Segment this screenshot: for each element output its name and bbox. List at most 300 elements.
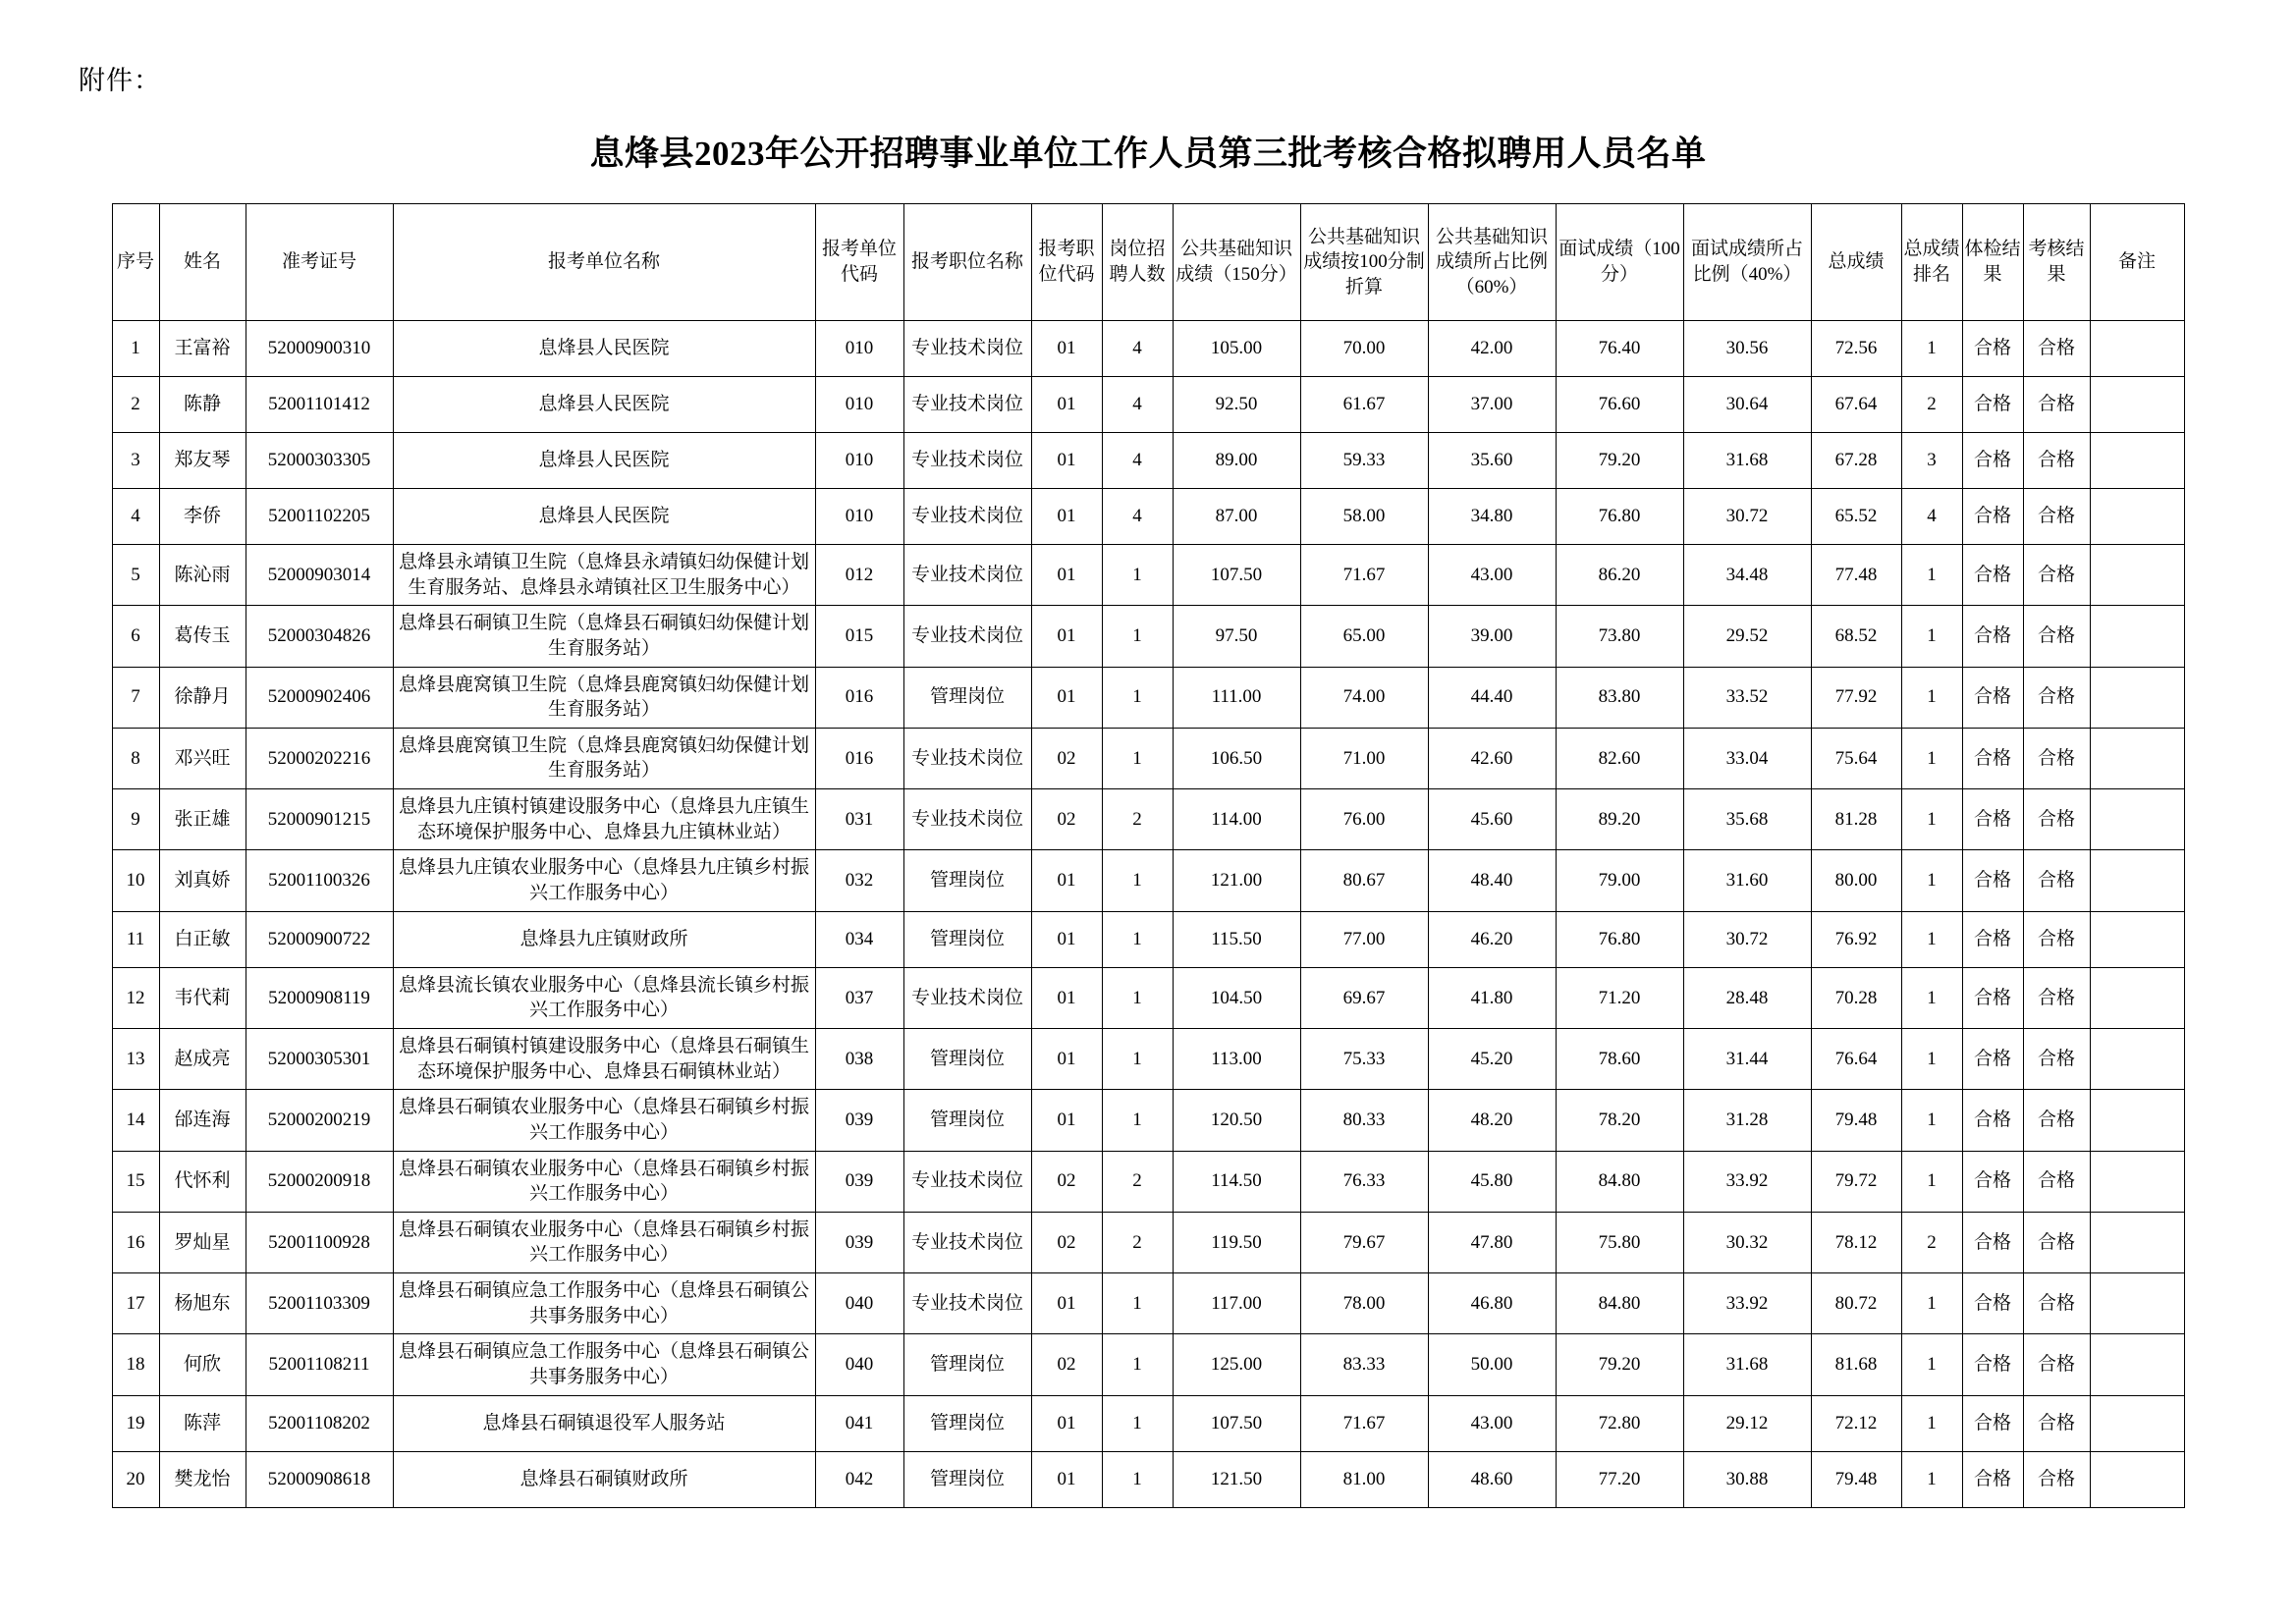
cell-public-60: 37.00 xyxy=(1428,377,1556,433)
cell-remark xyxy=(2090,911,2184,967)
cell-rank: 2 xyxy=(1901,377,1962,433)
cell-unit: 息烽县人民医院 xyxy=(393,321,815,377)
cell-rank: 1 xyxy=(1901,1334,1962,1395)
cell-remark xyxy=(2090,1028,2184,1089)
cell-unit: 息烽县人民医院 xyxy=(393,433,815,489)
cell-hire-count: 1 xyxy=(1102,967,1173,1028)
cell-public-score: 111.00 xyxy=(1173,667,1300,728)
cell-position-code: 01 xyxy=(1031,967,1102,1028)
cell-unit-code: 040 xyxy=(815,1273,903,1334)
cell-total: 75.64 xyxy=(1811,728,1901,788)
cell-interview-40: 29.52 xyxy=(1683,606,1811,667)
cell-position-name: 管理岗位 xyxy=(903,1395,1031,1451)
cell-position-code: 01 xyxy=(1031,433,1102,489)
cell-interview: 79.20 xyxy=(1556,1334,1683,1395)
cell-position-code: 02 xyxy=(1031,1212,1102,1272)
cell-public-score: 87.00 xyxy=(1173,489,1300,545)
cell-remark xyxy=(2090,1212,2184,1272)
cell-unit-code: 012 xyxy=(815,545,903,606)
cell-interview: 89.20 xyxy=(1556,789,1683,850)
cell-total: 77.48 xyxy=(1811,545,1901,606)
cell-public-score: 107.50 xyxy=(1173,1395,1300,1451)
cell-ticket: 52000304826 xyxy=(246,606,393,667)
cell-name: 刘真娇 xyxy=(159,850,246,911)
cell-public-score: 121.00 xyxy=(1173,850,1300,911)
cell-physical: 合格 xyxy=(1962,1151,2023,1212)
cell-physical: 合格 xyxy=(1962,1028,2023,1089)
table-row xyxy=(112,377,2184,433)
cell-position-name: 专业技术岗位 xyxy=(903,789,1031,850)
cell-interview: 77.20 xyxy=(1556,1451,1683,1507)
cell-position-name: 管理岗位 xyxy=(903,911,1031,967)
cell-seq: 13 xyxy=(112,1028,159,1089)
cell-public-100: 76.00 xyxy=(1300,789,1428,850)
cell-position-name: 专业技术岗位 xyxy=(903,545,1031,606)
cell-position-code: 01 xyxy=(1031,377,1102,433)
cell-position-name: 专业技术岗位 xyxy=(903,321,1031,377)
cell-position-code: 01 xyxy=(1031,606,1102,667)
cell-name: 赵成亮 xyxy=(159,1028,246,1089)
cell-physical: 合格 xyxy=(1962,1273,2023,1334)
cell-hire-count: 1 xyxy=(1102,1090,1173,1151)
cell-hire-count: 4 xyxy=(1102,321,1173,377)
cell-interview-40: 33.92 xyxy=(1683,1151,1811,1212)
cell-seq: 7 xyxy=(112,667,159,728)
cell-public-score: 121.50 xyxy=(1173,1451,1300,1507)
cell-ticket: 52001101412 xyxy=(246,377,393,433)
cell-rank: 1 xyxy=(1901,850,1962,911)
cell-public-100: 80.33 xyxy=(1300,1090,1428,1151)
cell-remark xyxy=(2090,489,2184,545)
cell-public-100: 83.33 xyxy=(1300,1334,1428,1395)
cell-public-100: 77.00 xyxy=(1300,911,1428,967)
cell-rank: 2 xyxy=(1901,1212,1962,1272)
cell-position-name: 专业技术岗位 xyxy=(903,728,1031,788)
cell-name: 陈沁雨 xyxy=(159,545,246,606)
cell-ticket: 52001108211 xyxy=(246,1334,393,1395)
header-public-60: 公共基础知识成绩所占比例（60%） xyxy=(1428,204,1556,321)
cell-name: 王富裕 xyxy=(159,321,246,377)
cell-remark xyxy=(2090,967,2184,1028)
cell-remark xyxy=(2090,850,2184,911)
header-public-score: 公共基础知识成绩（150分） xyxy=(1173,204,1300,321)
cell-interview-40: 33.52 xyxy=(1683,667,1811,728)
cell-unit: 息烽县石硐镇应急工作服务中心（息烽县石硐镇公共事务服务中心） xyxy=(393,1334,815,1395)
table-body xyxy=(112,321,2184,1508)
cell-unit: 息烽县九庄镇村镇建设服务中心（息烽县九庄镇生态环境保护服务中心、息烽县九庄镇林业站） xyxy=(393,789,815,850)
cell-interview: 71.20 xyxy=(1556,967,1683,1028)
cell-public-score: 89.00 xyxy=(1173,433,1300,489)
cell-interview: 79.20 xyxy=(1556,433,1683,489)
cell-unit: 息烽县人民医院 xyxy=(393,377,815,433)
cell-assessment: 合格 xyxy=(2023,1273,2090,1334)
cell-remark xyxy=(2090,667,2184,728)
cell-unit: 息烽县鹿窝镇卫生院（息烽县鹿窝镇妇幼保健计划生育服务站） xyxy=(393,667,815,728)
cell-seq: 12 xyxy=(112,967,159,1028)
table-header xyxy=(112,204,2184,321)
cell-unit-code: 031 xyxy=(815,789,903,850)
cell-position-name: 专业技术岗位 xyxy=(903,377,1031,433)
table-row xyxy=(112,789,2184,850)
cell-rank: 1 xyxy=(1901,545,1962,606)
cell-rank: 1 xyxy=(1901,1090,1962,1151)
cell-seq: 9 xyxy=(112,789,159,850)
table-row xyxy=(112,489,2184,545)
cell-remark xyxy=(2090,789,2184,850)
cell-public-score: 104.50 xyxy=(1173,967,1300,1028)
cell-assessment: 合格 xyxy=(2023,1212,2090,1272)
cell-interview: 84.80 xyxy=(1556,1151,1683,1212)
cell-unit-code: 040 xyxy=(815,1334,903,1395)
cell-public-60: 42.60 xyxy=(1428,728,1556,788)
cell-ticket: 52000200918 xyxy=(246,1151,393,1212)
cell-seq: 16 xyxy=(112,1212,159,1272)
cell-hire-count: 1 xyxy=(1102,545,1173,606)
cell-assessment: 合格 xyxy=(2023,321,2090,377)
cell-ticket: 52000902406 xyxy=(246,667,393,728)
cell-interview-40: 30.32 xyxy=(1683,1212,1811,1272)
cell-unit: 息烽县石硐镇村镇建设服务中心（息烽县石硐镇生态环境保护服务中心、息烽县石硐镇林业站） xyxy=(393,1028,815,1089)
cell-interview-40: 31.44 xyxy=(1683,1028,1811,1089)
cell-seq: 14 xyxy=(112,1090,159,1151)
cell-physical: 合格 xyxy=(1962,850,2023,911)
cell-public-60: 48.40 xyxy=(1428,850,1556,911)
cell-name: 郑友琴 xyxy=(159,433,246,489)
cell-remark xyxy=(2090,545,2184,606)
cell-interview-40: 33.92 xyxy=(1683,1273,1811,1334)
cell-public-100: 80.67 xyxy=(1300,850,1428,911)
table-row xyxy=(112,545,2184,606)
cell-interview-40: 30.64 xyxy=(1683,377,1811,433)
cell-seq: 17 xyxy=(112,1273,159,1334)
cell-unit-code: 015 xyxy=(815,606,903,667)
cell-hire-count: 1 xyxy=(1102,1451,1173,1507)
cell-public-100: 71.00 xyxy=(1300,728,1428,788)
cell-rank: 3 xyxy=(1901,433,1962,489)
cell-hire-count: 4 xyxy=(1102,433,1173,489)
cell-physical: 合格 xyxy=(1962,321,2023,377)
cell-name: 张正雄 xyxy=(159,789,246,850)
cell-hire-count: 1 xyxy=(1102,850,1173,911)
cell-seq: 6 xyxy=(112,606,159,667)
cell-seq: 2 xyxy=(112,377,159,433)
cell-total: 67.28 xyxy=(1811,433,1901,489)
cell-public-60: 50.00 xyxy=(1428,1334,1556,1395)
cell-unit: 息烽县九庄镇财政所 xyxy=(393,911,815,967)
cell-position-name: 管理岗位 xyxy=(903,1090,1031,1151)
cell-seq: 3 xyxy=(112,433,159,489)
cell-public-score: 106.50 xyxy=(1173,728,1300,788)
cell-physical: 合格 xyxy=(1962,1090,2023,1151)
cell-ticket: 52001108202 xyxy=(246,1395,393,1451)
cell-position-name: 管理岗位 xyxy=(903,1334,1031,1395)
cell-public-60: 42.00 xyxy=(1428,321,1556,377)
cell-name: 李侨 xyxy=(159,489,246,545)
cell-total: 72.12 xyxy=(1811,1395,1901,1451)
cell-ticket: 52001102205 xyxy=(246,489,393,545)
table-row xyxy=(112,967,2184,1028)
cell-total: 72.56 xyxy=(1811,321,1901,377)
cell-seq: 5 xyxy=(112,545,159,606)
cell-unit-code: 010 xyxy=(815,433,903,489)
cell-remark xyxy=(2090,1151,2184,1212)
cell-remark xyxy=(2090,321,2184,377)
cell-interview: 76.40 xyxy=(1556,321,1683,377)
cell-public-100: 70.00 xyxy=(1300,321,1428,377)
cell-public-score: 117.00 xyxy=(1173,1273,1300,1334)
cell-position-code: 01 xyxy=(1031,321,1102,377)
cell-assessment: 合格 xyxy=(2023,789,2090,850)
cell-position-name: 管理岗位 xyxy=(903,1451,1031,1507)
cell-unit-code: 039 xyxy=(815,1212,903,1272)
cell-unit: 息烽县鹿窝镇卫生院（息烽县鹿窝镇妇幼保健计划生育服务站） xyxy=(393,728,815,788)
cell-interview: 83.80 xyxy=(1556,667,1683,728)
cell-physical: 合格 xyxy=(1962,728,2023,788)
cell-unit-code: 016 xyxy=(815,728,903,788)
cell-seq: 8 xyxy=(112,728,159,788)
cell-total: 76.64 xyxy=(1811,1028,1901,1089)
table-row xyxy=(112,911,2184,967)
cell-public-60: 41.80 xyxy=(1428,967,1556,1028)
cell-remark xyxy=(2090,1273,2184,1334)
cell-hire-count: 1 xyxy=(1102,1273,1173,1334)
cell-public-100: 61.67 xyxy=(1300,377,1428,433)
cell-remark xyxy=(2090,1451,2184,1507)
cell-total: 70.28 xyxy=(1811,967,1901,1028)
cell-physical: 合格 xyxy=(1962,911,2023,967)
cell-assessment: 合格 xyxy=(2023,1334,2090,1395)
header-public-100: 公共基础知识成绩按100分制折算 xyxy=(1300,204,1428,321)
cell-public-60: 43.00 xyxy=(1428,545,1556,606)
cell-seq: 11 xyxy=(112,911,159,967)
cell-remark xyxy=(2090,433,2184,489)
cell-public-score: 114.50 xyxy=(1173,1151,1300,1212)
cell-assessment: 合格 xyxy=(2023,545,2090,606)
cell-interview-40: 34.48 xyxy=(1683,545,1811,606)
cell-interview: 75.80 xyxy=(1556,1212,1683,1272)
cell-public-score: 113.00 xyxy=(1173,1028,1300,1089)
cell-unit: 息烽县石硐镇农业服务中心（息烽县石硐镇乡村振兴工作服务中心） xyxy=(393,1090,815,1151)
cell-ticket: 52000900722 xyxy=(246,911,393,967)
cell-public-60: 44.40 xyxy=(1428,667,1556,728)
page-title: 息烽县2023年公开招聘事业单位工作人员第三批考核合格拟聘用人员名单 xyxy=(589,135,1707,173)
cell-interview-40: 31.60 xyxy=(1683,850,1811,911)
cell-unit: 息烽县永靖镇卫生院（息烽县永靖镇妇幼保健计划生育服务站、息烽县永靖镇社区卫生服务中心） xyxy=(393,545,815,606)
cell-ticket: 52000908119 xyxy=(246,967,393,1028)
hiring-list-table xyxy=(112,203,2185,1508)
cell-public-100: 71.67 xyxy=(1300,1395,1428,1451)
cell-assessment: 合格 xyxy=(2023,728,2090,788)
cell-ticket: 52000908618 xyxy=(246,1451,393,1507)
cell-public-100: 79.67 xyxy=(1300,1212,1428,1272)
cell-ticket: 52001100928 xyxy=(246,1212,393,1272)
cell-hire-count: 2 xyxy=(1102,1151,1173,1212)
cell-hire-count: 4 xyxy=(1102,489,1173,545)
cell-seq: 4 xyxy=(112,489,159,545)
cell-name: 樊龙怡 xyxy=(159,1451,246,1507)
cell-unit-code: 034 xyxy=(815,911,903,967)
cell-unit: 息烽县九庄镇农业服务中心（息烽县九庄镇乡村振兴工作服务中心） xyxy=(393,850,815,911)
cell-interview-40: 31.28 xyxy=(1683,1090,1811,1151)
cell-seq: 15 xyxy=(112,1151,159,1212)
table-row xyxy=(112,1273,2184,1334)
cell-name: 杨旭东 xyxy=(159,1273,246,1334)
cell-public-score: 115.50 xyxy=(1173,911,1300,967)
cell-total: 78.12 xyxy=(1811,1212,1901,1272)
cell-hire-count: 1 xyxy=(1102,667,1173,728)
cell-unit: 息烽县流长镇农业服务中心（息烽县流长镇乡村振兴工作服务中心） xyxy=(393,967,815,1028)
cell-hire-count: 1 xyxy=(1102,606,1173,667)
cell-assessment: 合格 xyxy=(2023,911,2090,967)
header-position-code: 报考职位代码 xyxy=(1031,204,1102,321)
cell-ticket: 52000303305 xyxy=(246,433,393,489)
cell-total: 79.72 xyxy=(1811,1151,1901,1212)
header-remark: 备注 xyxy=(2090,204,2184,321)
cell-position-name: 专业技术岗位 xyxy=(903,1151,1031,1212)
cell-seq: 19 xyxy=(112,1395,159,1451)
cell-position-code: 02 xyxy=(1031,1151,1102,1212)
cell-remark xyxy=(2090,728,2184,788)
cell-ticket: 52000901215 xyxy=(246,789,393,850)
cell-rank: 1 xyxy=(1901,1451,1962,1507)
cell-interview-40: 30.56 xyxy=(1683,321,1811,377)
cell-interview: 86.20 xyxy=(1556,545,1683,606)
cell-public-60: 48.60 xyxy=(1428,1451,1556,1507)
cell-position-code: 01 xyxy=(1031,1395,1102,1451)
cell-hire-count: 1 xyxy=(1102,1395,1173,1451)
cell-position-name: 专业技术岗位 xyxy=(903,1212,1031,1272)
cell-interview: 78.20 xyxy=(1556,1090,1683,1151)
cell-unit: 息烽县人民医院 xyxy=(393,489,815,545)
cell-interview: 72.80 xyxy=(1556,1395,1683,1451)
cell-position-code: 01 xyxy=(1031,1090,1102,1151)
cell-physical: 合格 xyxy=(1962,667,2023,728)
cell-remark xyxy=(2090,1334,2184,1395)
cell-assessment: 合格 xyxy=(2023,667,2090,728)
cell-position-code: 01 xyxy=(1031,1273,1102,1334)
cell-interview-40: 31.68 xyxy=(1683,1334,1811,1395)
table-row xyxy=(112,1090,2184,1151)
table-row xyxy=(112,1451,2184,1507)
cell-name: 葛传玉 xyxy=(159,606,246,667)
cell-public-60: 45.60 xyxy=(1428,789,1556,850)
cell-seq: 20 xyxy=(112,1451,159,1507)
header-position-name: 报考职位名称 xyxy=(903,204,1031,321)
cell-position-name: 专业技术岗位 xyxy=(903,606,1031,667)
cell-hire-count: 2 xyxy=(1102,789,1173,850)
header-unit-code: 报考单位代码 xyxy=(815,204,903,321)
cell-interview-40: 30.88 xyxy=(1683,1451,1811,1507)
cell-unit: 息烽县石硐镇卫生院（息烽县石硐镇妇幼保健计划生育服务站） xyxy=(393,606,815,667)
cell-physical: 合格 xyxy=(1962,545,2023,606)
cell-position-code: 01 xyxy=(1031,850,1102,911)
cell-unit-code: 039 xyxy=(815,1090,903,1151)
cell-name: 陈静 xyxy=(159,377,246,433)
cell-public-score: 105.00 xyxy=(1173,321,1300,377)
cell-seq: 18 xyxy=(112,1334,159,1395)
cell-public-score: 97.50 xyxy=(1173,606,1300,667)
cell-ticket: 52000305301 xyxy=(246,1028,393,1089)
cell-interview-40: 30.72 xyxy=(1683,911,1811,967)
cell-rank: 1 xyxy=(1901,1028,1962,1089)
cell-rank: 1 xyxy=(1901,1151,1962,1212)
header-hire-count: 岗位招聘人数 xyxy=(1102,204,1173,321)
cell-total: 80.72 xyxy=(1811,1273,1901,1334)
table-header-row xyxy=(112,204,2184,321)
cell-remark xyxy=(2090,1090,2184,1151)
cell-assessment: 合格 xyxy=(2023,377,2090,433)
cell-physical: 合格 xyxy=(1962,1212,2023,1272)
cell-unit-code: 039 xyxy=(815,1151,903,1212)
cell-interview-40: 29.12 xyxy=(1683,1395,1811,1451)
cell-position-name: 管理岗位 xyxy=(903,1028,1031,1089)
cell-rank: 1 xyxy=(1901,667,1962,728)
cell-position-name: 专业技术岗位 xyxy=(903,1273,1031,1334)
cell-total: 76.92 xyxy=(1811,911,1901,967)
cell-ticket: 52000200219 xyxy=(246,1090,393,1151)
cell-remark xyxy=(2090,1395,2184,1451)
cell-rank: 1 xyxy=(1901,967,1962,1028)
cell-public-100: 78.00 xyxy=(1300,1273,1428,1334)
cell-assessment: 合格 xyxy=(2023,606,2090,667)
attachment-label: 附件： xyxy=(79,66,161,95)
cell-interview: 76.80 xyxy=(1556,911,1683,967)
cell-unit-code: 032 xyxy=(815,850,903,911)
cell-seq: 1 xyxy=(112,321,159,377)
cell-rank: 1 xyxy=(1901,321,1962,377)
header-physical: 体检结果 xyxy=(1962,204,2023,321)
cell-hire-count: 4 xyxy=(1102,377,1173,433)
cell-seq: 10 xyxy=(112,850,159,911)
cell-ticket: 52000202216 xyxy=(246,728,393,788)
cell-name: 韦代莉 xyxy=(159,967,246,1028)
cell-unit-code: 042 xyxy=(815,1451,903,1507)
cell-public-60: 45.20 xyxy=(1428,1028,1556,1089)
header-total: 总成绩 xyxy=(1811,204,1901,321)
cell-assessment: 合格 xyxy=(2023,850,2090,911)
header-name: 姓名 xyxy=(159,204,246,321)
cell-total: 81.28 xyxy=(1811,789,1901,850)
cell-public-score: 125.00 xyxy=(1173,1334,1300,1395)
cell-total: 65.52 xyxy=(1811,489,1901,545)
cell-public-60: 39.00 xyxy=(1428,606,1556,667)
cell-position-code: 01 xyxy=(1031,911,1102,967)
table-row xyxy=(112,728,2184,788)
table-row xyxy=(112,433,2184,489)
cell-public-100: 74.00 xyxy=(1300,667,1428,728)
cell-physical: 合格 xyxy=(1962,489,2023,545)
cell-position-code: 02 xyxy=(1031,728,1102,788)
cell-public-100: 71.67 xyxy=(1300,545,1428,606)
cell-ticket: 52000900310 xyxy=(246,321,393,377)
cell-interview-40: 35.68 xyxy=(1683,789,1811,850)
cell-public-100: 69.67 xyxy=(1300,967,1428,1028)
cell-interview: 84.80 xyxy=(1556,1273,1683,1334)
header-unit: 报考单位名称 xyxy=(393,204,815,321)
table-row xyxy=(112,1212,2184,1272)
cell-interview-40: 28.48 xyxy=(1683,967,1811,1028)
cell-interview: 76.80 xyxy=(1556,489,1683,545)
cell-unit-code: 010 xyxy=(815,489,903,545)
cell-position-code: 02 xyxy=(1031,1334,1102,1395)
cell-hire-count: 2 xyxy=(1102,1212,1173,1272)
cell-assessment: 合格 xyxy=(2023,1451,2090,1507)
cell-assessment: 合格 xyxy=(2023,489,2090,545)
cell-public-score: 120.50 xyxy=(1173,1090,1300,1151)
cell-assessment: 合格 xyxy=(2023,1090,2090,1151)
cell-rank: 1 xyxy=(1901,789,1962,850)
cell-physical: 合格 xyxy=(1962,789,2023,850)
